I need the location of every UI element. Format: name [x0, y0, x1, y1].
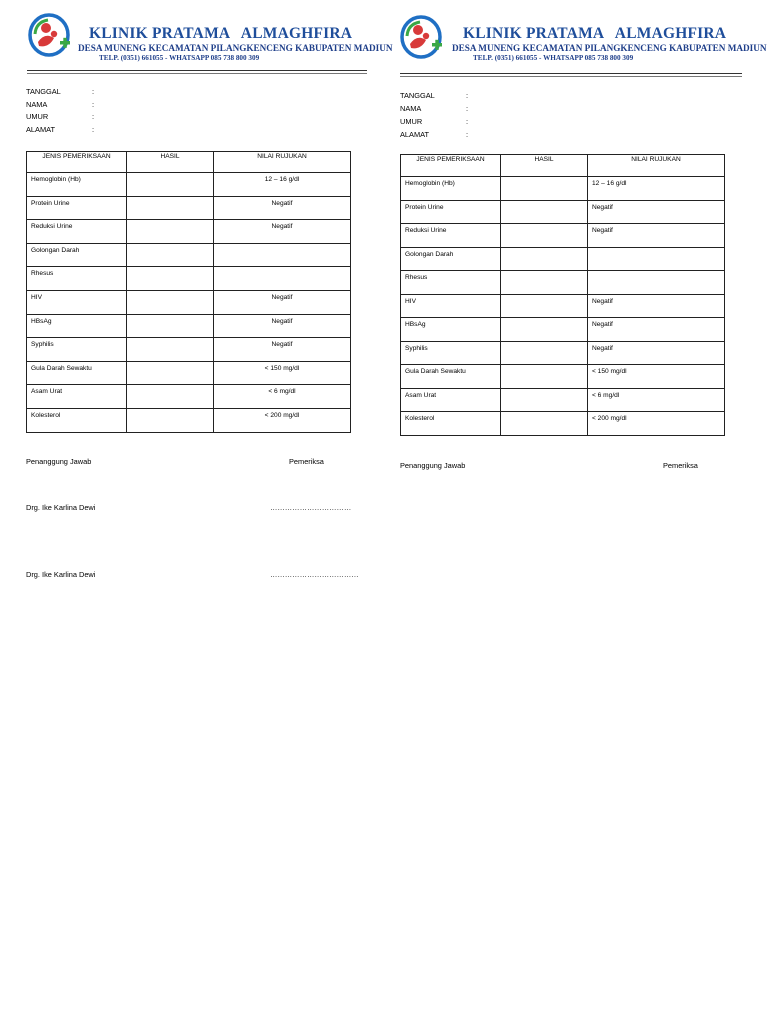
clinic-name: KLINIK PRATAMA ALMAGHFIRA: [463, 25, 727, 42]
table-row: [401, 294, 725, 318]
header-jenis-pemeriksaan: JENIS PEMERIKSAAN: [27, 152, 127, 173]
result-cell[interactable]: [127, 267, 214, 291]
field-alamat: ALAMAT :: [26, 125, 95, 134]
test-name: Protein Urine: [401, 200, 501, 224]
clinic-name: KLINIK PRATAMA ALMAGHFIRA: [89, 25, 353, 42]
result-cell[interactable]: [127, 408, 214, 432]
table-row: [401, 365, 725, 389]
reference-value: Negatif: [214, 196, 351, 220]
clinic-phone: TELP. (0351) 661055 - WHATSAPP 085 738 800 309: [473, 54, 634, 62]
table-row: [401, 177, 725, 201]
field-umur: UMUR :: [400, 117, 469, 126]
table-row: [27, 267, 351, 291]
clinic-logo-icon: [399, 14, 445, 62]
table-row: [401, 318, 725, 342]
doctor-name: Drg. Ike Karlina Dewi: [26, 570, 96, 579]
table-row: [401, 412, 725, 436]
table-row: [27, 408, 351, 432]
header-nilai-rujukan: NILAI RUJUKAN: [588, 155, 725, 177]
table-row: [401, 200, 725, 224]
clinic-address: DESA MUNENG KECAMATAN PILANGKENCENG KABUPATEN MADIUN: [452, 43, 767, 53]
reference-value: [214, 267, 351, 291]
test-name: Rhesus: [401, 271, 501, 295]
table-row: [401, 224, 725, 248]
reference-value: Negatif: [214, 338, 351, 362]
result-cell[interactable]: [127, 385, 214, 409]
result-cell[interactable]: [501, 341, 588, 365]
header-jenis-pemeriksaan: JENIS PEMERIKSAAN: [401, 155, 501, 177]
reference-value: [588, 247, 725, 271]
header-divider-thin: [27, 73, 367, 74]
field-umur: UMUR :: [26, 112, 95, 121]
reference-value: [214, 243, 351, 267]
header-nilai-rujukan: NILAI RUJUKAN: [214, 152, 351, 173]
result-cell[interactable]: [127, 220, 214, 244]
reference-value: [588, 271, 725, 295]
test-name: HIV: [401, 294, 501, 318]
reference-value: Negatif: [214, 290, 351, 314]
table-row: [401, 341, 725, 365]
field-tanggal: TANGGAL :: [26, 87, 95, 96]
test-name: HBsAg: [27, 314, 127, 338]
reference-value: Negatif: [588, 294, 725, 318]
test-name: Reduksi Urine: [401, 224, 501, 248]
header-divider: [400, 73, 742, 74]
result-cell[interactable]: [501, 177, 588, 201]
examiner-label: Pemeriksa: [289, 457, 324, 466]
test-name: Syphilis: [27, 338, 127, 362]
result-cell[interactable]: [127, 290, 214, 314]
table-row: [27, 338, 351, 362]
reference-value: Negatif: [588, 224, 725, 248]
table-header-row: [401, 155, 725, 177]
test-name: Golongan Darah: [401, 247, 501, 271]
test-name: Rhesus: [27, 267, 127, 291]
result-cell[interactable]: [501, 271, 588, 295]
header-divider-thin: [400, 76, 742, 77]
reference-value: Negatif: [214, 220, 351, 244]
test-name: Gula Darah Sewaktu: [401, 365, 501, 389]
doctor-name: Drg. Ike Karlina Dewi: [26, 503, 96, 512]
table-row: [27, 314, 351, 338]
test-name: Protein Urine: [27, 196, 127, 220]
table-row: [27, 361, 351, 385]
clinic-logo-icon: [27, 12, 73, 60]
field-tanggal: TANGGAL :: [400, 91, 469, 100]
result-cell[interactable]: [127, 338, 214, 362]
result-cell[interactable]: [501, 294, 588, 318]
reference-value: 12 – 16 g/dl: [588, 177, 725, 201]
result-cell[interactable]: [501, 224, 588, 248]
field-alamat: ALAMAT :: [400, 130, 469, 139]
reference-value: < 150 mg/dl: [214, 361, 351, 385]
reference-value: < 6 mg/dl: [214, 385, 351, 409]
result-cell[interactable]: [127, 196, 214, 220]
reference-value: Negatif: [214, 314, 351, 338]
reference-value: < 6 mg/dl: [588, 388, 725, 412]
reference-value: Negatif: [588, 200, 725, 224]
responsible-label: Penanggung Jawab: [400, 461, 466, 470]
result-cell[interactable]: [501, 365, 588, 389]
result-cell[interactable]: [501, 388, 588, 412]
reference-value: Negatif: [588, 341, 725, 365]
reference-value: < 200 mg/dl: [214, 408, 351, 432]
table-row: [401, 271, 725, 295]
test-name: Kolesterol: [401, 412, 501, 436]
exam-table: [26, 151, 351, 433]
table-row: [27, 290, 351, 314]
result-cell[interactable]: [501, 412, 588, 436]
reference-value: < 150 mg/dl: [588, 365, 725, 389]
exam-table: [400, 154, 725, 436]
table-header-row: [27, 152, 351, 173]
test-name: Hemoglobin (Hb): [401, 177, 501, 201]
test-name: Reduksi Urine: [27, 220, 127, 244]
test-name: Hemoglobin (Hb): [27, 173, 127, 197]
clinic-phone: TELP. (0351) 661055 - WHATSAPP 085 738 800 309: [99, 54, 260, 62]
test-name: HBsAg: [401, 318, 501, 342]
test-name: Asam Urat: [27, 385, 127, 409]
table-row: [27, 173, 351, 197]
test-name: Syphilis: [401, 341, 501, 365]
field-nama: NAMA :: [400, 104, 469, 113]
clinic-address: DESA MUNENG KECAMATAN PILANGKENCENG KABUPATEN MADIUN: [78, 43, 393, 53]
table-row: [401, 247, 725, 271]
header-hasil: HASIL: [127, 152, 214, 173]
reference-value: 12 – 16 g/dl: [214, 173, 351, 197]
test-name: Golongan Darah: [27, 243, 127, 267]
table-row: [401, 388, 725, 412]
table-row: [27, 243, 351, 267]
reference-value: < 200 mg/dl: [588, 412, 725, 436]
test-name: Asam Urat: [401, 388, 501, 412]
result-cell[interactable]: [501, 200, 588, 224]
reference-value: Negatif: [588, 318, 725, 342]
field-nama: NAMA :: [26, 100, 95, 109]
test-name: Gula Darah Sewaktu: [27, 361, 127, 385]
result-cell[interactable]: [501, 318, 588, 342]
table-row: [27, 220, 351, 244]
test-name: HIV: [27, 290, 127, 314]
table-row: [27, 196, 351, 220]
responsible-label: Penanggung Jawab: [26, 457, 92, 466]
test-name: Kolesterol: [27, 408, 127, 432]
result-cell[interactable]: [127, 243, 214, 267]
result-cell[interactable]: [501, 247, 588, 271]
table-row: [27, 385, 351, 409]
result-cell[interactable]: [127, 314, 214, 338]
result-cell[interactable]: [127, 173, 214, 197]
header-hasil: HASIL: [501, 155, 588, 177]
signature-line: ………………………………: [270, 570, 359, 579]
examiner-label: Pemeriksa: [663, 461, 698, 470]
result-cell[interactable]: [127, 361, 214, 385]
signature-line: ……………………………: [270, 503, 352, 512]
header-divider: [27, 70, 367, 71]
